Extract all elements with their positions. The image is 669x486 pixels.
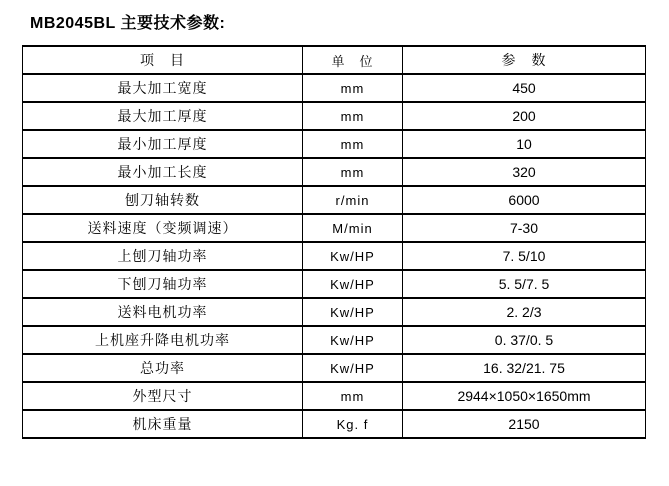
unit-cell: mm — [303, 130, 403, 158]
table-row — [23, 130, 646, 158]
header-unit: 单 位 — [303, 46, 403, 74]
table-row — [23, 186, 646, 214]
unit-cell: Kw/HP — [303, 242, 403, 270]
value-cell: 2944×1050×1650mm — [403, 382, 646, 410]
item-cell: 外型尺寸 — [23, 382, 303, 410]
unit-cell: mm — [303, 102, 403, 130]
value-cell: 7-30 — [403, 214, 646, 242]
item-cell: 上机座升降电机功率 — [23, 326, 303, 354]
table-row — [23, 74, 646, 102]
value-cell: 6000 — [403, 186, 646, 214]
value-cell: 16. 32/21. 75 — [403, 354, 646, 382]
item-cell: 最大加工厚度 — [23, 102, 303, 130]
unit-cell: r/min — [303, 186, 403, 214]
header-value: 参 数 — [403, 46, 646, 74]
value-cell: 450 — [403, 74, 646, 102]
item-cell: 机床重量 — [23, 410, 303, 438]
unit-cell: mm — [303, 74, 403, 102]
table-row — [23, 410, 646, 438]
table-row — [23, 158, 646, 186]
unit-cell: Kw/HP — [303, 270, 403, 298]
table-row — [23, 270, 646, 298]
header-item: 项 目 — [23, 46, 303, 74]
item-cell: 下刨刀轴功率 — [23, 270, 303, 298]
value-cell: 320 — [403, 158, 646, 186]
unit-cell: mm — [303, 382, 403, 410]
value-cell: 7. 5/10 — [403, 242, 646, 270]
value-cell: 2150 — [403, 410, 646, 438]
table-row — [23, 298, 646, 326]
item-cell: 送料电机功率 — [23, 298, 303, 326]
value-cell: 5. 5/7. 5 — [403, 270, 646, 298]
table-row — [23, 382, 646, 410]
item-cell: 刨刀轴转数 — [23, 186, 303, 214]
item-cell: 总功率 — [23, 354, 303, 382]
value-cell: 2. 2/3 — [403, 298, 646, 326]
spec-table — [22, 45, 646, 439]
value-cell: 200 — [403, 102, 646, 130]
table-row — [23, 354, 646, 382]
unit-cell: Kw/HP — [303, 298, 403, 326]
item-cell: 最小加工厚度 — [23, 130, 303, 158]
page-title: MB2045BL 主要技术参数: — [30, 15, 226, 32]
unit-cell: M/min — [303, 214, 403, 242]
value-cell: 0. 37/0. 5 — [403, 326, 646, 354]
table-row — [23, 214, 646, 242]
unit-cell: mm — [303, 158, 403, 186]
unit-cell: Kg. f — [303, 410, 403, 438]
value-cell: 10 — [403, 130, 646, 158]
unit-cell: Kw/HP — [303, 354, 403, 382]
item-cell: 最大加工宽度 — [23, 74, 303, 102]
table-row — [23, 242, 646, 270]
item-cell: 上刨刀轴功率 — [23, 242, 303, 270]
header-row — [23, 46, 646, 74]
item-cell: 送料速度（变频调速） — [23, 214, 303, 242]
table-row — [23, 102, 646, 130]
item-cell: 最小加工长度 — [23, 158, 303, 186]
table-row — [23, 326, 646, 354]
unit-cell: Kw/HP — [303, 326, 403, 354]
